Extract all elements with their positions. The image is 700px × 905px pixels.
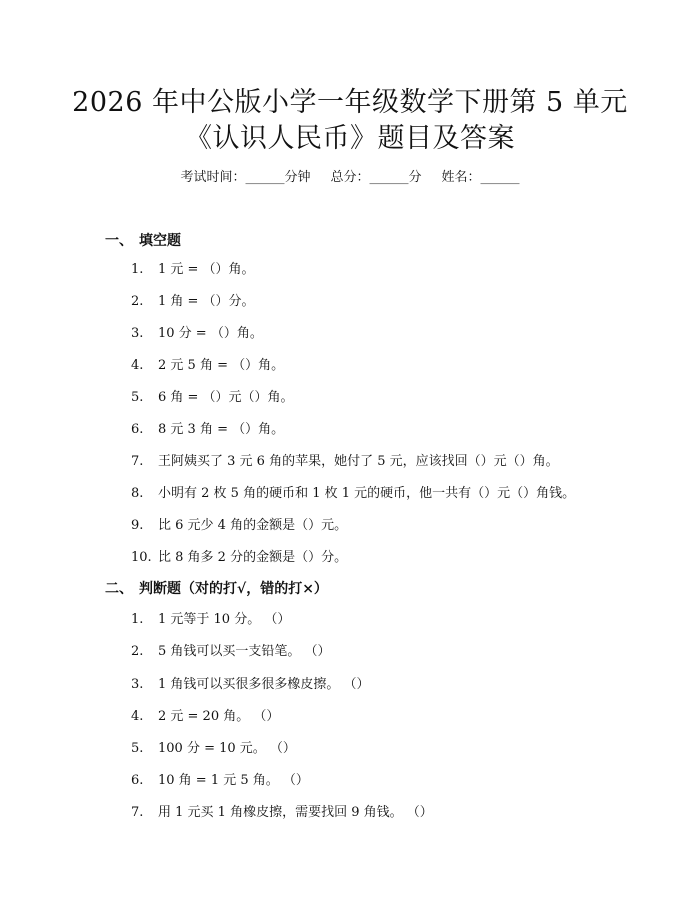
question-text: 1 元 = （）角。 (158, 262, 255, 277)
question-item (131, 516, 347, 536)
section-heading-fill-blank (105, 231, 181, 251)
question-item (131, 324, 263, 344)
question-text: 比 6 元少 4 角的金额是（）元。 (158, 518, 348, 533)
section-heading-true-false (105, 579, 328, 599)
question-number: 2. (131, 644, 144, 659)
question-number: 1. (131, 612, 144, 627)
question-number: 8. (131, 486, 144, 501)
total-score-field: 总分：______分 (330, 170, 422, 185)
question-number: 1. (131, 262, 144, 277)
question-text: 比 8 角多 2 分的金额是（）分。 (158, 550, 348, 565)
document-title-line2: 《认识人民币》题目及答案 (185, 123, 515, 154)
section-number: 一、 (105, 233, 133, 249)
question-text: 小明有 2 枚 5 角的硬币和 1 枚 1 元的硬币，他一共有（）元（）角钱。 (158, 486, 576, 501)
question-item (131, 675, 370, 695)
question-text: 2 元 5 角 = （）角。 (158, 358, 285, 373)
question-number: 7. (131, 454, 144, 469)
student-name-field: 姓名：______ (441, 170, 520, 185)
question-item (131, 771, 309, 791)
question-text: 王阿姨买了 3 元 6 角的苹果，她付了 5 元，应该找回（）元（）角。 (158, 454, 559, 469)
document-title-line1: 2026 年中公版小学一年级数学下册第 5 单元 (72, 87, 628, 118)
exam-time-field: 考试时间：______分钟 (180, 170, 311, 185)
section-number: 二、 (105, 581, 133, 597)
question-text: 8 元 3 角 = （）角。 (158, 422, 285, 437)
question-number: 6. (131, 773, 144, 788)
question-number: 9. (131, 518, 144, 533)
question-item (131, 260, 255, 280)
section-title: 判断题（对的打√，错的打×） (139, 581, 328, 597)
exam-meta (0, 168, 700, 188)
question-text: 1 角 = （）分。 (158, 294, 255, 309)
question-item (131, 739, 296, 759)
question-item (131, 388, 294, 408)
question-number: 5. (131, 741, 144, 756)
question-item (131, 356, 284, 376)
question-text: 1 角钱可以买很多很多橡皮擦。 （） (158, 677, 370, 692)
question-number: 10. (131, 550, 152, 565)
question-text: 5 角钱可以买一支铅笔。 （） (158, 644, 331, 659)
question-text: 100 分 = 10 元。 （） (158, 741, 296, 756)
question-number: 7. (131, 805, 144, 820)
question-number: 4. (131, 709, 144, 724)
question-item (131, 484, 575, 504)
question-number: 5. (131, 390, 144, 405)
question-item (131, 548, 347, 568)
question-text: 1 元等于 10 分。 （） (158, 612, 291, 627)
question-item (131, 707, 279, 727)
question-number: 3. (131, 677, 144, 692)
question-text: 6 角 = （）元（）角。 (158, 390, 294, 405)
question-text: 10 角 = 1 元 5 角。 （） (158, 773, 309, 788)
section-title: 填空题 (139, 233, 181, 249)
question-number: 4. (131, 358, 144, 373)
question-number: 2. (131, 294, 144, 309)
question-item (131, 803, 433, 823)
question-text: 10 分 = （）角。 (158, 326, 263, 341)
question-item (131, 292, 255, 312)
question-number: 6. (131, 422, 144, 437)
question-text: 用 1 元买 1 角橡皮擦，需要找回 9 角钱。 （） (158, 805, 433, 820)
question-text: 2 元 = 20 角。 （） (158, 709, 280, 724)
question-item (131, 452, 559, 472)
question-number: 3. (131, 326, 144, 341)
question-item (131, 642, 331, 662)
question-item (131, 420, 284, 440)
question-item (131, 610, 290, 630)
